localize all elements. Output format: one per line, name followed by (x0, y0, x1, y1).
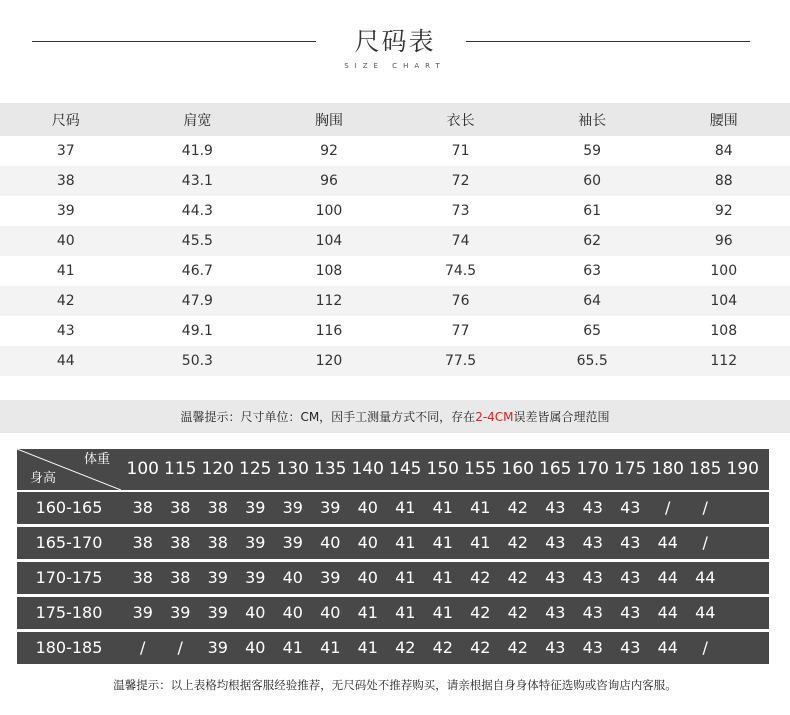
weight-header-cell: 155 (464, 459, 497, 479)
table-cell: 40 (320, 603, 341, 622)
table-cell: 40 (245, 638, 266, 657)
weight-header-cell: 130 (276, 459, 309, 479)
table-cell: 73 (451, 203, 470, 219)
table-cell: 96 (714, 233, 733, 249)
table-cell: 60 (583, 173, 602, 189)
table-row (0, 136, 790, 166)
table-cell: 38 (132, 568, 153, 587)
table-cell: 108 (315, 263, 343, 279)
table-row (0, 196, 790, 226)
corner-cell (17, 449, 121, 490)
table-cell: 40 (245, 603, 266, 622)
table-cell: 44 (695, 568, 716, 587)
corner-weight-label: 体重 (83, 452, 110, 467)
table-cell: 44.3 (181, 203, 213, 219)
recommendation-table (17, 449, 769, 665)
table-cell: / (177, 638, 183, 657)
table-cell: 74.5 (444, 263, 477, 279)
table-cell: 39 (132, 603, 153, 622)
table-cell: 62 (583, 233, 602, 249)
table-cell: 43 (582, 498, 603, 517)
column-header: 胸围 (314, 112, 343, 129)
table-cell: 43 (545, 638, 566, 657)
table-cell: 43 (582, 568, 603, 587)
table-cell: 44 (695, 603, 716, 622)
table-cell: 41 (282, 638, 303, 657)
table-cell: 39 (245, 533, 266, 552)
notice-highlight: 2-4CM (475, 409, 514, 424)
table-row (0, 226, 790, 256)
table-cell: 40 (282, 603, 303, 622)
weight-header-cell: 125 (239, 459, 272, 479)
table-cell: 41 (395, 568, 416, 587)
table-cell: 41 (432, 568, 453, 587)
table-cell: / (702, 533, 708, 552)
weight-header-cell: 175 (614, 459, 647, 479)
table-cell: 39 (245, 498, 266, 517)
table-cell: 38 (170, 533, 191, 552)
weight-header-cell: 190 (726, 459, 759, 479)
table-cell: 44 (657, 603, 678, 622)
height-cell: 180-185 (35, 638, 103, 657)
column-header: 腰围 (709, 112, 738, 129)
table-cell: 42 (56, 293, 75, 309)
table-cell: 42 (432, 638, 453, 657)
table-cell: 44 (657, 568, 678, 587)
table-cell: 59 (583, 143, 602, 159)
column-header: 衣长 (446, 112, 475, 129)
measurement-notice (0, 400, 790, 433)
table-cell: / (665, 498, 671, 517)
table-cell: 43 (620, 603, 641, 622)
page-title: 尺码表 (354, 27, 436, 56)
table-row (0, 166, 790, 196)
table-cell: 63 (583, 263, 602, 279)
table-cell: 42 (507, 533, 528, 552)
weight-header-cell: 145 (389, 459, 422, 479)
size-chart-table (0, 103, 790, 376)
table-cell: 100 (710, 263, 738, 279)
table-cell: 42 (507, 638, 528, 657)
table-cell: / (702, 498, 708, 517)
table-cell: 43 (620, 533, 641, 552)
table-cell: 40 (282, 568, 303, 587)
weight-header-cell: 180 (651, 459, 684, 479)
table-cell: / (702, 638, 708, 657)
table-cell: 42 (395, 638, 416, 657)
table-row (0, 286, 790, 316)
table-cell: 40 (320, 533, 341, 552)
recommendation-notice: 温馨提示：以上表格均根据客服经验推荐，无尺码处不推荐购买，请亲根据自身身体特征选购或咨询店内客服。 (113, 678, 677, 692)
corner-height-label: 身高 (29, 471, 56, 486)
table-cell: 49.1 (181, 323, 213, 339)
weight-header-cell: 135 (314, 459, 347, 479)
table-cell: 43 (545, 533, 566, 552)
table-cell: 43 (582, 603, 603, 622)
weight-header-cell: 170 (576, 459, 609, 479)
table-cell: 42 (470, 603, 491, 622)
weight-header-cell: 100 (126, 459, 159, 479)
weight-header-cell: 150 (426, 459, 459, 479)
table-cell: 104 (710, 293, 738, 309)
table-cell: 39 (207, 603, 228, 622)
weight-header-cell: 115 (164, 459, 197, 479)
notice-prefix: 温馨提示：尺寸单位：CM，因手工测量方式不同，存在 (180, 410, 476, 424)
table-row (0, 316, 790, 346)
column-header: 尺码 (51, 112, 80, 129)
table-cell: 39 (320, 498, 341, 517)
table-cell: 41 (432, 603, 453, 622)
notice-suffix: 误差皆属合理范围 (513, 410, 610, 424)
table-cell: 43 (545, 498, 566, 517)
table-cell: 39 (282, 498, 303, 517)
height-cell: 175-180 (35, 603, 103, 622)
table-cell: 43 (582, 638, 603, 657)
table-cell: 39 (170, 603, 191, 622)
table-cell: 41 (470, 533, 491, 552)
table-cell: 42 (470, 568, 491, 587)
table-cell: 112 (710, 353, 738, 369)
table-row (17, 527, 769, 559)
table-cell: 84 (714, 143, 733, 159)
table-cell: 88 (714, 173, 733, 189)
table-cell: 39 (56, 203, 75, 219)
table-cell: 39 (207, 638, 228, 657)
table-cell: 92 (714, 203, 733, 219)
table-cell: 112 (315, 293, 343, 309)
table-cell: 74 (451, 233, 470, 249)
table-cell: 46.7 (181, 263, 213, 279)
table-cell: 108 (710, 323, 738, 339)
weight-header-cell: 140 (351, 459, 384, 479)
table-cell: 65 (583, 323, 602, 339)
table-cell: 43 (56, 323, 75, 339)
table-cell: 38 (132, 498, 153, 517)
table-cell: 41 (395, 498, 416, 517)
table-cell: / (140, 638, 146, 657)
table-cell: 43 (620, 568, 641, 587)
table-cell: 44 (56, 353, 75, 369)
table-cell: 100 (315, 203, 343, 219)
column-header: 肩宽 (183, 112, 212, 129)
table-cell: 42 (507, 603, 528, 622)
table-cell: 47.9 (181, 293, 213, 309)
table-row (17, 492, 769, 524)
table-cell: 42 (507, 498, 528, 517)
height-cell: 170-175 (35, 568, 103, 587)
table-cell: 96 (320, 173, 338, 189)
page-subtitle: SIZE CHART (344, 62, 446, 70)
table-cell: 43 (545, 603, 566, 622)
table-cell: 40 (56, 233, 75, 249)
table-row (17, 597, 769, 629)
weight-header-cell: 185 (689, 459, 722, 479)
table-cell: 50.3 (181, 353, 213, 369)
table-row (0, 346, 790, 376)
table-cell: 72 (451, 173, 470, 189)
table-cell: 41 (56, 263, 75, 279)
size-table-header (0, 103, 790, 136)
table-cell: 41 (432, 498, 453, 517)
table-cell: 76 (451, 293, 470, 309)
column-header: 袖长 (578, 112, 607, 129)
table-cell: 39 (245, 568, 266, 587)
table-row (17, 632, 769, 664)
table-cell: 38 (207, 498, 228, 517)
table-cell: 44 (657, 638, 678, 657)
table-cell: 37 (56, 143, 75, 159)
table-cell: 40 (357, 568, 378, 587)
table-cell: 44 (657, 533, 678, 552)
table-cell: 38 (207, 533, 228, 552)
table-cell: 64 (583, 293, 602, 309)
table-cell: 45.5 (181, 233, 213, 249)
table-cell: 41 (395, 603, 416, 622)
table-cell: 116 (315, 323, 343, 339)
weight-header-row (17, 449, 769, 490)
table-cell: 42 (470, 638, 491, 657)
table-cell: 41 (395, 533, 416, 552)
table-cell: 41 (470, 498, 491, 517)
table-cell: 39 (282, 533, 303, 552)
weight-header-cell: 120 (201, 459, 234, 479)
table-cell: 92 (320, 143, 338, 159)
table-cell: 42 (507, 568, 528, 587)
table-cell: 40 (357, 533, 378, 552)
table-cell: 41 (357, 603, 378, 622)
table-cell: 41 (357, 638, 378, 657)
table-cell: 43 (620, 498, 641, 517)
table-cell: 43 (582, 533, 603, 552)
table-cell: 43.1 (181, 173, 213, 189)
table-cell: 41 (320, 638, 341, 657)
table-cell: 104 (315, 233, 343, 249)
table-cell: 38 (170, 498, 191, 517)
table-row (17, 562, 769, 594)
table-cell: 41.9 (181, 143, 213, 159)
height-cell: 165-170 (35, 533, 103, 552)
table-cell: 77.5 (444, 353, 477, 369)
table-cell: 71 (451, 143, 470, 159)
table-cell: 38 (56, 173, 75, 189)
table-row (0, 256, 790, 286)
height-cell: 160-165 (35, 498, 103, 517)
table-cell: 41 (432, 533, 453, 552)
table-cell: 40 (357, 498, 378, 517)
table-cell: 65.5 (576, 353, 608, 369)
table-cell: 61 (583, 203, 602, 219)
table-cell: 77 (451, 323, 470, 339)
table-cell: 38 (170, 568, 191, 587)
table-cell: 43 (545, 568, 566, 587)
weight-header-cell: 165 (539, 459, 572, 479)
weight-header-cell: 160 (501, 459, 534, 479)
table-cell: 39 (207, 568, 228, 587)
table-cell: 43 (620, 638, 641, 657)
table-cell: 120 (315, 353, 343, 369)
table-cell: 39 (320, 568, 341, 587)
table-cell: 38 (132, 533, 153, 552)
